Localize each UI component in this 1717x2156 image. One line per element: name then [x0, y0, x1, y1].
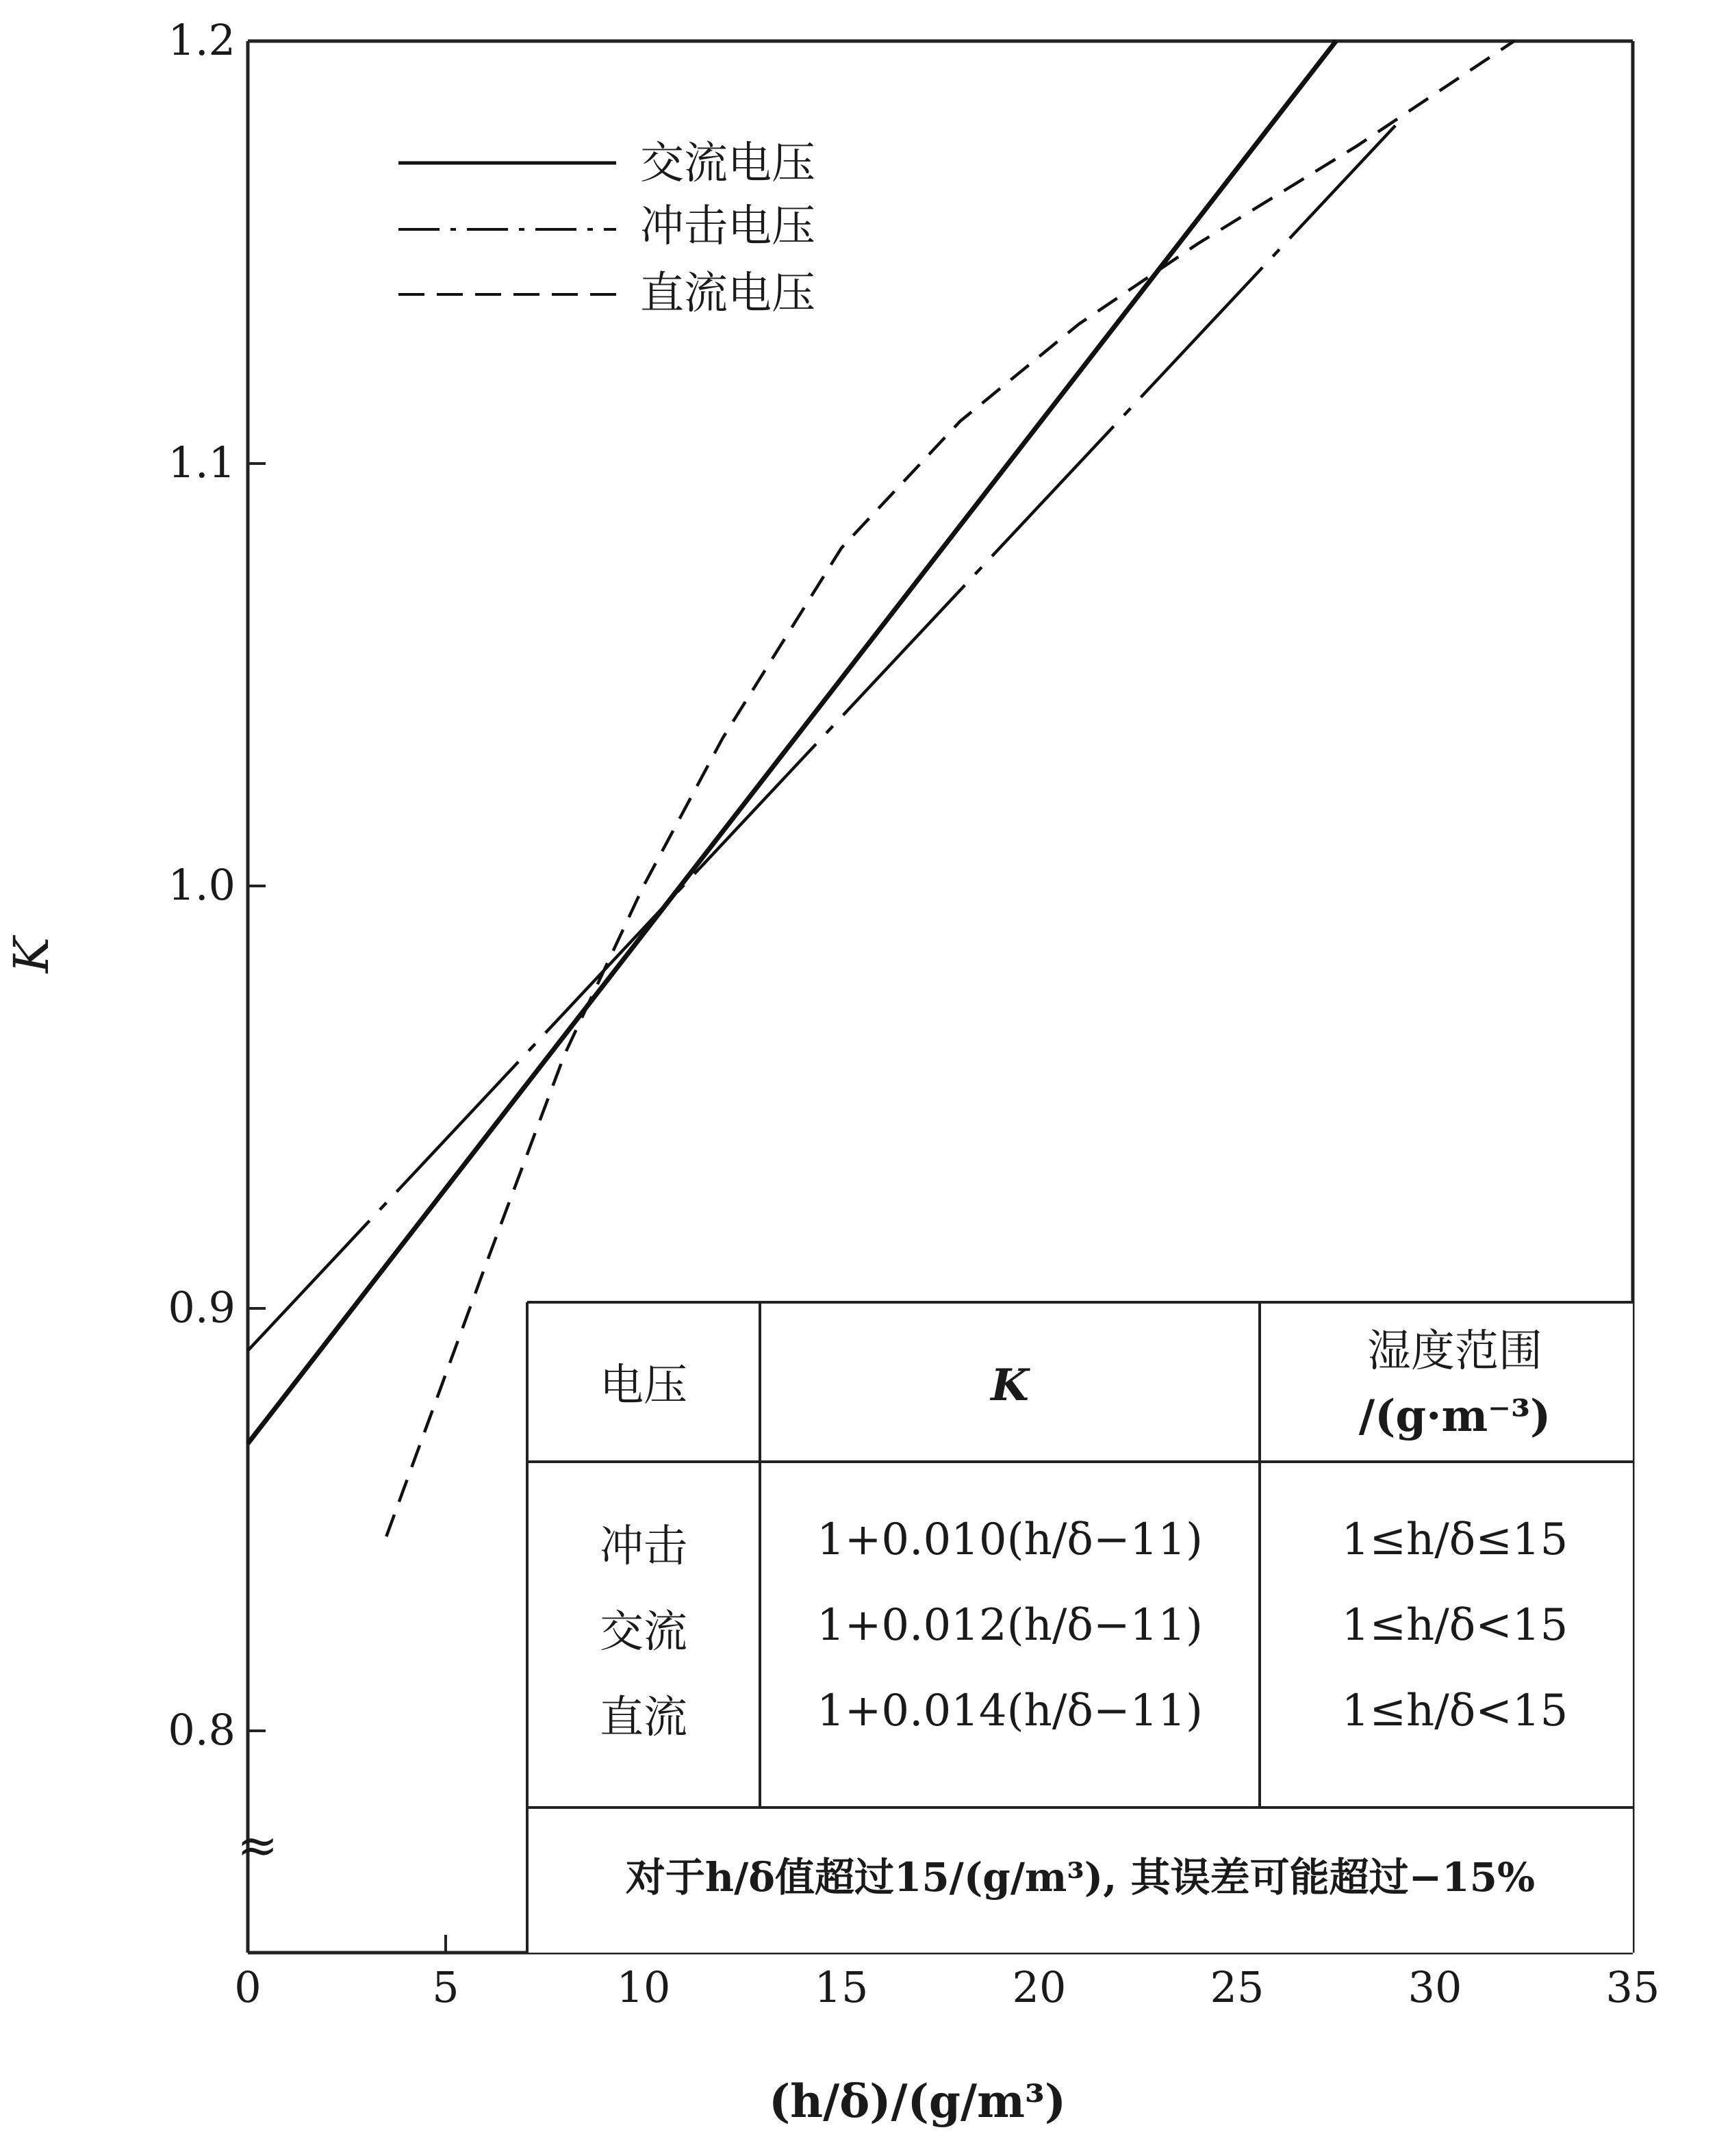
legend-label-impulse: 冲击电压 — [640, 201, 815, 252]
x-tick-label-20: 20 — [1012, 1962, 1067, 2012]
table-row-impulse-range: 1≤h/δ≤15 — [1341, 1514, 1568, 1565]
table-header-humidity-line2: /(g·m⁻³) — [1358, 1391, 1551, 1442]
x-axis-label: (h/δ)/(g/m³) — [768, 2075, 1067, 2128]
x-tick-label-0: 0 — [234, 1962, 262, 2012]
x-tick-label-10: 10 — [616, 1962, 671, 2012]
table-row-impulse-voltage: 冲击 — [600, 1521, 687, 1572]
legend-label-dc: 直流电压 — [640, 268, 815, 319]
table-header-humidity-line1: 湿度范围 — [1367, 1326, 1542, 1377]
legend-label-ac: 交流电压 — [640, 138, 815, 189]
table-footnote: 对于h/δ值超过15/(g/m³), 其误差可能超过−15% — [625, 1854, 1536, 1901]
formula-table — [527, 1302, 1633, 1953]
axis-break-symbol: ≈ — [237, 1816, 279, 1874]
x-tick-label-35: 35 — [1605, 1962, 1660, 2012]
table-row-dc-range: 1≤h/δ<15 — [1341, 1686, 1568, 1736]
y-tick-label-0.9: 0.9 — [168, 1282, 236, 1332]
table-row-dc-k: 1+0.014(h/δ−11) — [817, 1686, 1203, 1736]
table-row-ac-range: 1≤h/δ<15 — [1341, 1600, 1568, 1651]
table-row-dc-voltage: 直流 — [600, 1692, 687, 1743]
y-axis-label: K — [3, 937, 60, 974]
x-tick-label-30: 30 — [1408, 1962, 1462, 2012]
table-row-ac-voltage: 交流 — [600, 1607, 687, 1658]
x-tick-label-5: 5 — [432, 1962, 459, 2012]
y-tick-label-1.2: 1.2 — [168, 15, 236, 65]
y-tick-label-1.0: 1.0 — [168, 860, 236, 910]
table-row-ac-k: 1+0.012(h/δ−11) — [817, 1600, 1203, 1651]
y-tick-label-0.8: 0.8 — [168, 1705, 236, 1755]
table-row-impulse-k: 1+0.010(h/δ−11) — [817, 1514, 1203, 1565]
table-header-k: K — [991, 1360, 1029, 1411]
x-tick-label-15: 15 — [814, 1962, 869, 2012]
x-tick-label-25: 25 — [1210, 1962, 1264, 2012]
y-tick-label-1.1: 1.1 — [168, 437, 236, 487]
table-header-voltage: 电压 — [600, 1360, 687, 1411]
